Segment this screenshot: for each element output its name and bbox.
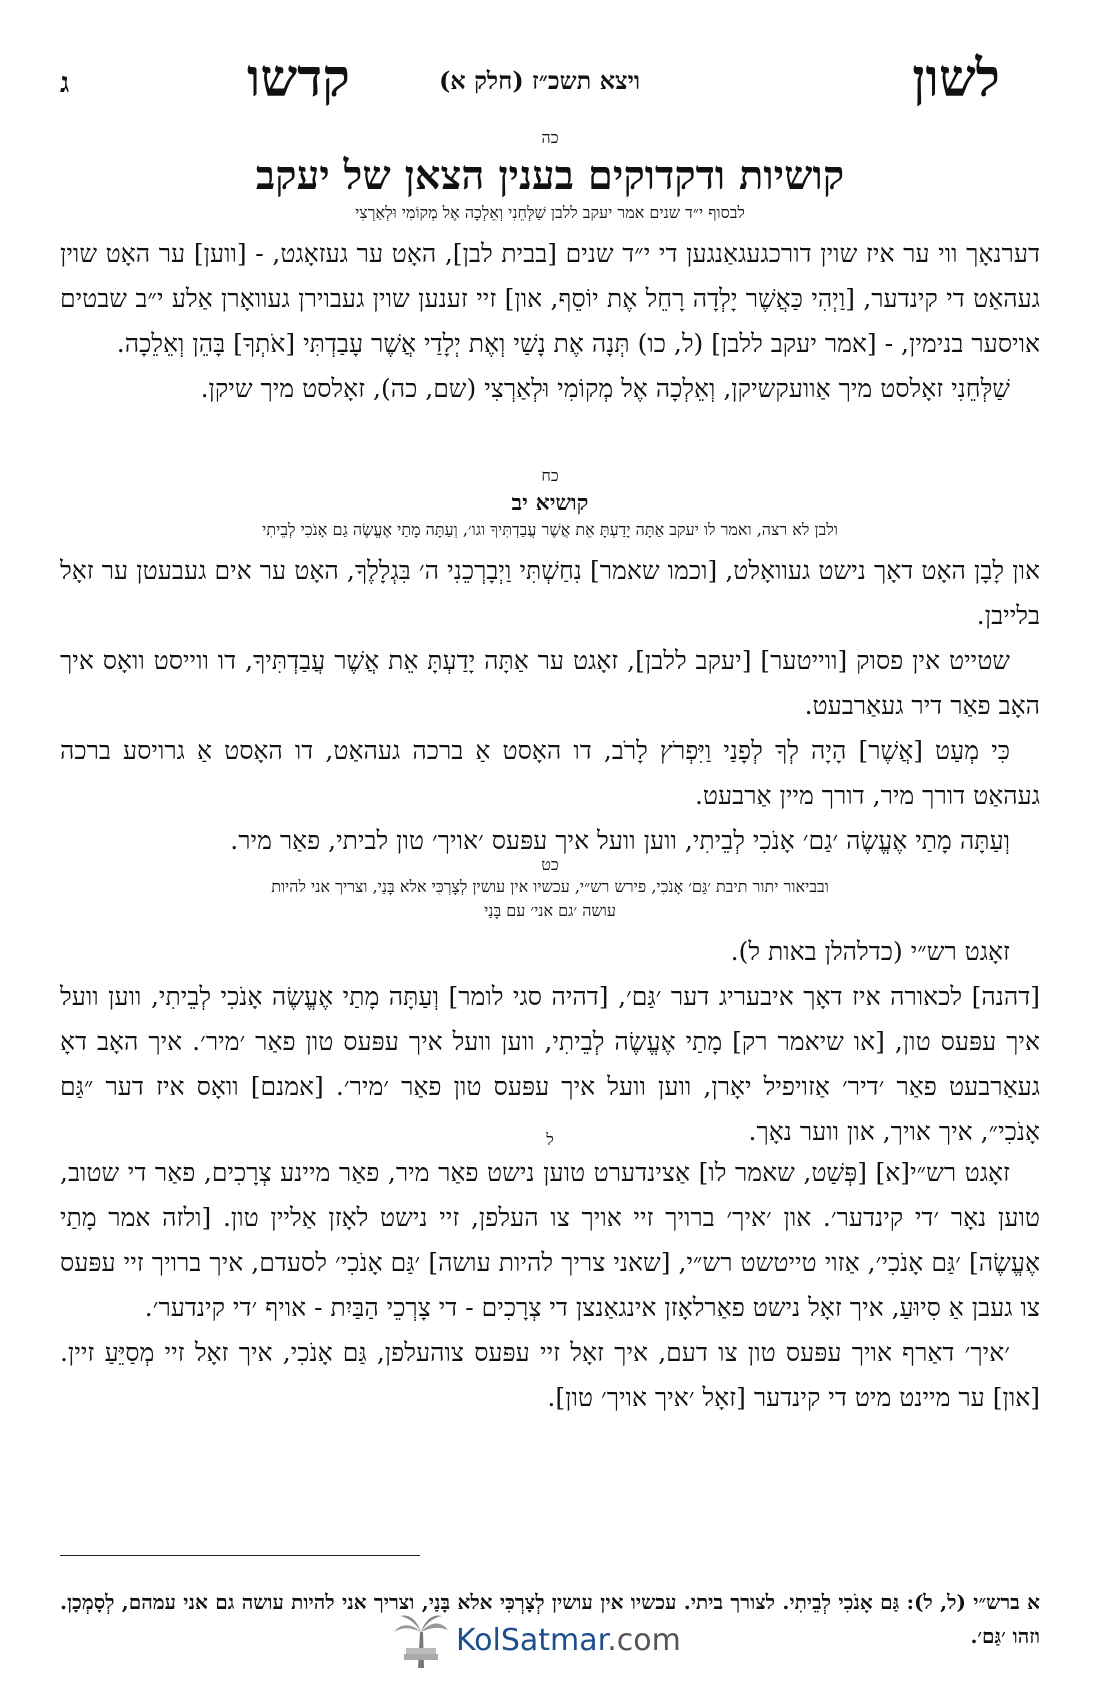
section-30 (60, 1130, 1040, 1420)
section-number: ל (546, 1130, 554, 1149)
section-subtitle: לבסוף י״ד שנים אמר יעקב ללבן שַׁלְּחֵנִי וְאֵלְכָה אֶל מְקוֹמִי וּלְאַרְצִי (355, 203, 745, 222)
section-number: כט (541, 855, 559, 874)
watermark-text: KolSatmar.com (456, 1622, 681, 1658)
page-number: ג (60, 66, 70, 99)
header-title-left: קדשו (247, 48, 350, 109)
paragraph: זאָגט רש״י[א] [פְּשַׁט, שאמר לו] אַצינדערט טוען נישט פאַר מיר, פאַר מיינע צְרָכִים, פאַר די שטוב, טוען נאָר ׳די קינדער׳. און ׳איך׳ ברויך זיי אויך צו העלפן, זיי נישט לאָזן אַליין טון. [ולזה אמר מָתַי אֶעֱשֶׂה] ׳גַּם אָנֹכִי׳, אַזוי טייטשט רש״י, [שאני צריך להיות עושה] ׳גַּם אָנֹכִי׳ לסעדם, איך ברויך זיי עפּעס צו געבן אַ סִיוּעַ, איך זאָל נישט פאַרלאָזן אינגאַנצן די צְרָכִים - די צָרְכֵי הַבַּיִת - אויף ׳די קינדער׳. (60, 1158, 1040, 1322)
footnote: א ברש״י (ל, ל): גַּם אָנֹכִי לְבֵיתִי. לצורך ביתי. עכשיו אין עושין לְצָרְכִּי אלא בָּנַי, וצריך אני להיות עושה גם אני עמהם, לְסָמְכָן. וזהו ׳גַּם׳. (60, 1590, 1040, 1648)
header-parsha: ויצא תשכ״ז (חלק א) (438, 66, 640, 95)
page (60, 0, 1040, 1700)
section-title: קושיות ודקדוקים בענין הצאן של יעקב (255, 152, 845, 199)
paragraph: זאָגט רש״י (כדלהלן באות ל). (730, 937, 1010, 966)
paragraph: ׳איך׳ דאַרף אויך עפּעס טון צו דעם, איך זאָל זיי עפּעס צוהעלפן, גַּם אָנֹכִי, איך זאָל זיי מְסַיֵּעַ זיין. [און] ער מיינט מיט די קינדער [זאָל ׳איך אויך׳ טון]. (60, 1338, 1040, 1412)
paragraph: און לָבָן האָט דאָך נישט געוואָלט, [וכמו שאמר] נִחַשְׁתִּי וַיְבָרְכֵנִי ה׳ בִּגְלָלֶךָ, האָט ער אים געבעטן ער זאָל בלייבן. (60, 556, 1040, 630)
section-title: קושיא יב (511, 490, 589, 516)
section-number: כה (541, 128, 559, 147)
paragraph: כִּי מְעַט [אֲשֶׁר] הָיָה לְךָ לְפָנַי וַיִּפְרֹץ לָרֹב, דו האָסט אַ ברכה געהאַט, דו האָסט אַ גרויסע ברכה געהאַט דורך מיר, דורך מיין אַרבעט. (60, 736, 1040, 810)
section-number: כח (541, 466, 559, 485)
palm-tree-icon (390, 1610, 450, 1670)
header-title-right: לשון (912, 48, 1000, 109)
paragraph: וְעַתָּה מָתַי אֶעֱשֶׂה ׳גַם׳ אָנֹכִי לְבֵיתִי, ווען וועל איך עפּעס ׳אויך׳ טון לביתי, פאַר מיר. (230, 826, 1010, 855)
section-28 (60, 466, 1040, 863)
paragraph: דערנאָך ווי ער איז שוין דורכגעגאַנגען די י״ד שנים [בבית לבן], האָט ער געזאָגט, - [ווען] ער האָט שוין געהאַט די קינדער, [וַיְהִי כַּאֲשֶׁר יָלְדָה רָחֵל אֶת יוֹסֵף, און] זיי זענען שוין געבוירן געוואָרן אַלע י״ב שבטים אויסער בנימין, - [אמר יעקב ללבן] (ל, כו) תְּנָה אֶת נָשַׁי וְאֶת יְלָדַי אֲשֶׁר עָבַדְתִּי [אֹתְךָ] בָּהֵן וְאֵלֵכָה. (60, 239, 1040, 358)
paragraph: שטייט אין פסוק [ווייטער] [יעקב ללבן], זאָגט ער אַתָּה יָדַעְתָּ אֵת אֲשֶׁר עֲבַדְתִּיךָ, דו ווייסט וואָס איך האָב פאַר דיר געאַרבעט. (60, 646, 1040, 720)
section-subtitle: ולבן לא רצה, ואמר לו יעקב אַתָּה יָדַעְתָּ אֵת אֲשֶׁר עֲבַדְתִּיךָ וגו׳, וְעַתָּה מָתַי אֶעֱשֶׂה גַם אָנֹכִי לְבֵיתִי (262, 520, 838, 539)
paragraph: [דהנה] לכאורה איז דאָך איבעריג דער ׳גַּם׳, [דהיה סגי לומר] וְעַתָּה מָתַי אֶעֱשֶׂה אָנֹכִי לְבֵיתִי, ווען וועל איך עפּעס טון, [או שיאמר רק] מָתַי אֶעֱשֶׂה לְבֵיתִי, ווען וועל איך עפּעס טון פאַר ׳מיר׳. איך האָב דאָ געאַרבעט פאַר ׳דיר׳ אַזויפיל יאָרן, ווען וועל איך עפּעס טון פאַר ׳מיר׳. [אמנם] וואָס איז דער ״גַּם אָנֹכִי״, איך אויך, און ווער נאָך. (60, 982, 1040, 1146)
section-25 (60, 128, 1040, 411)
page-header (60, 40, 1040, 110)
section-subtitle: ובביאור יתור תיבת ׳גַּם׳ אָנֹכִי, פירש רש״י, עכשיו אין עושין לְצָרְכִּי אלא בָּנַי, וצריך אני להיות עושה ׳גם אני׳ עם בָּנַי (271, 877, 829, 920)
section-29 (60, 855, 1040, 1154)
paragraph: שַׁלְּחֵנִי זאָלסט מיך אַוועקשיקן, וְאֵלְכָה אֶל מְקוֹמִי וּלְאַרְצִי (שם, כה), זאָלסט מיך שיקן. (200, 374, 1010, 403)
footnote-divider (60, 1555, 420, 1556)
watermark-logo (390, 1610, 681, 1670)
